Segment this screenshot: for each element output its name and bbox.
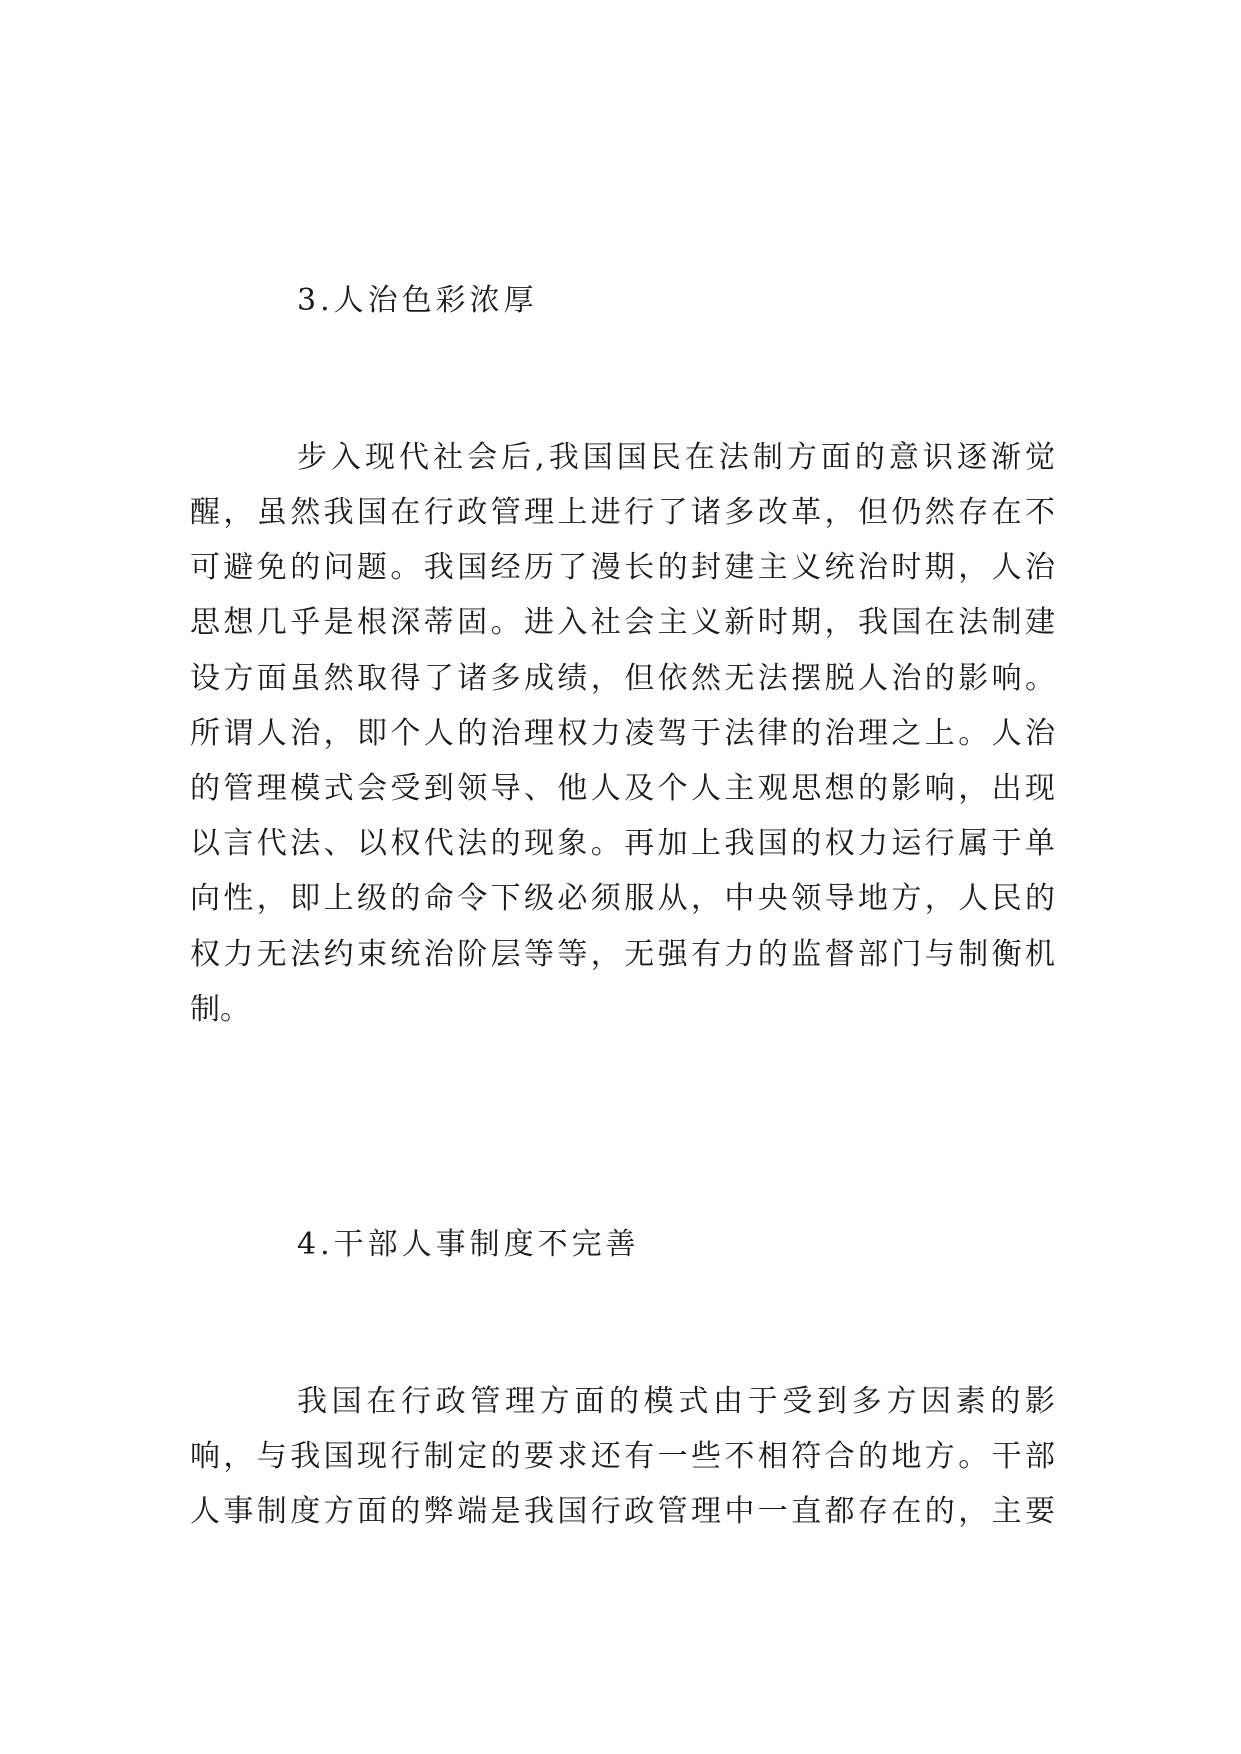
- section-heading-3: 3.人治色彩浓厚: [297, 283, 538, 318]
- paragraph-line: 制。: [190, 992, 250, 1027]
- paragraph-line: 所谓人治，即个人的治理权力凌驾于法律的治理之上。人治: [190, 716, 1055, 751]
- paragraph-line: 思想几乎是根深蒂固。进入社会主义新时期，我国在法制建: [190, 605, 1055, 640]
- paragraph-line: 的管理模式会受到领导、他人及个人主观思想的影响，出现: [190, 771, 1055, 806]
- section-heading-4: 4.干部人事制度不完善: [297, 1227, 640, 1262]
- paragraph-line: 可避免的问题。我国经历了漫长的封建主义统治时期，人治: [190, 550, 1055, 585]
- paragraph-line: 以言代法、以权代法的现象。再加上我国的权力运行属于单: [190, 826, 1055, 861]
- paragraph-line: 醒，虽然我国在行政管理上进行了诸多改革，但仍然存在不: [190, 495, 1055, 530]
- paragraph-line: 我国在行政管理方面的模式由于受到多方因素的影: [297, 1384, 1055, 1419]
- paragraph-line: 权力无法约束统治阶层等等，无强有力的监督部门与制衡机: [190, 937, 1055, 972]
- paragraph-line: 人事制度方面的弊端是我国行政管理中一直都存在的，主要: [190, 1494, 1055, 1529]
- paragraph-line: 响，与我国现行制定的要求还有一些不相符合的地方。干部: [190, 1439, 1055, 1474]
- paragraph-line: 设方面虽然取得了诸多成绩，但依然无法摆脱人治的影响。: [190, 661, 1055, 696]
- paragraph-line: 步入现代社会后,我国国民在法制方面的意识逐渐觉: [297, 440, 1055, 475]
- paragraph-line: 向性，即上级的命令下级必须服从，中央领导地方，人民的: [190, 881, 1055, 916]
